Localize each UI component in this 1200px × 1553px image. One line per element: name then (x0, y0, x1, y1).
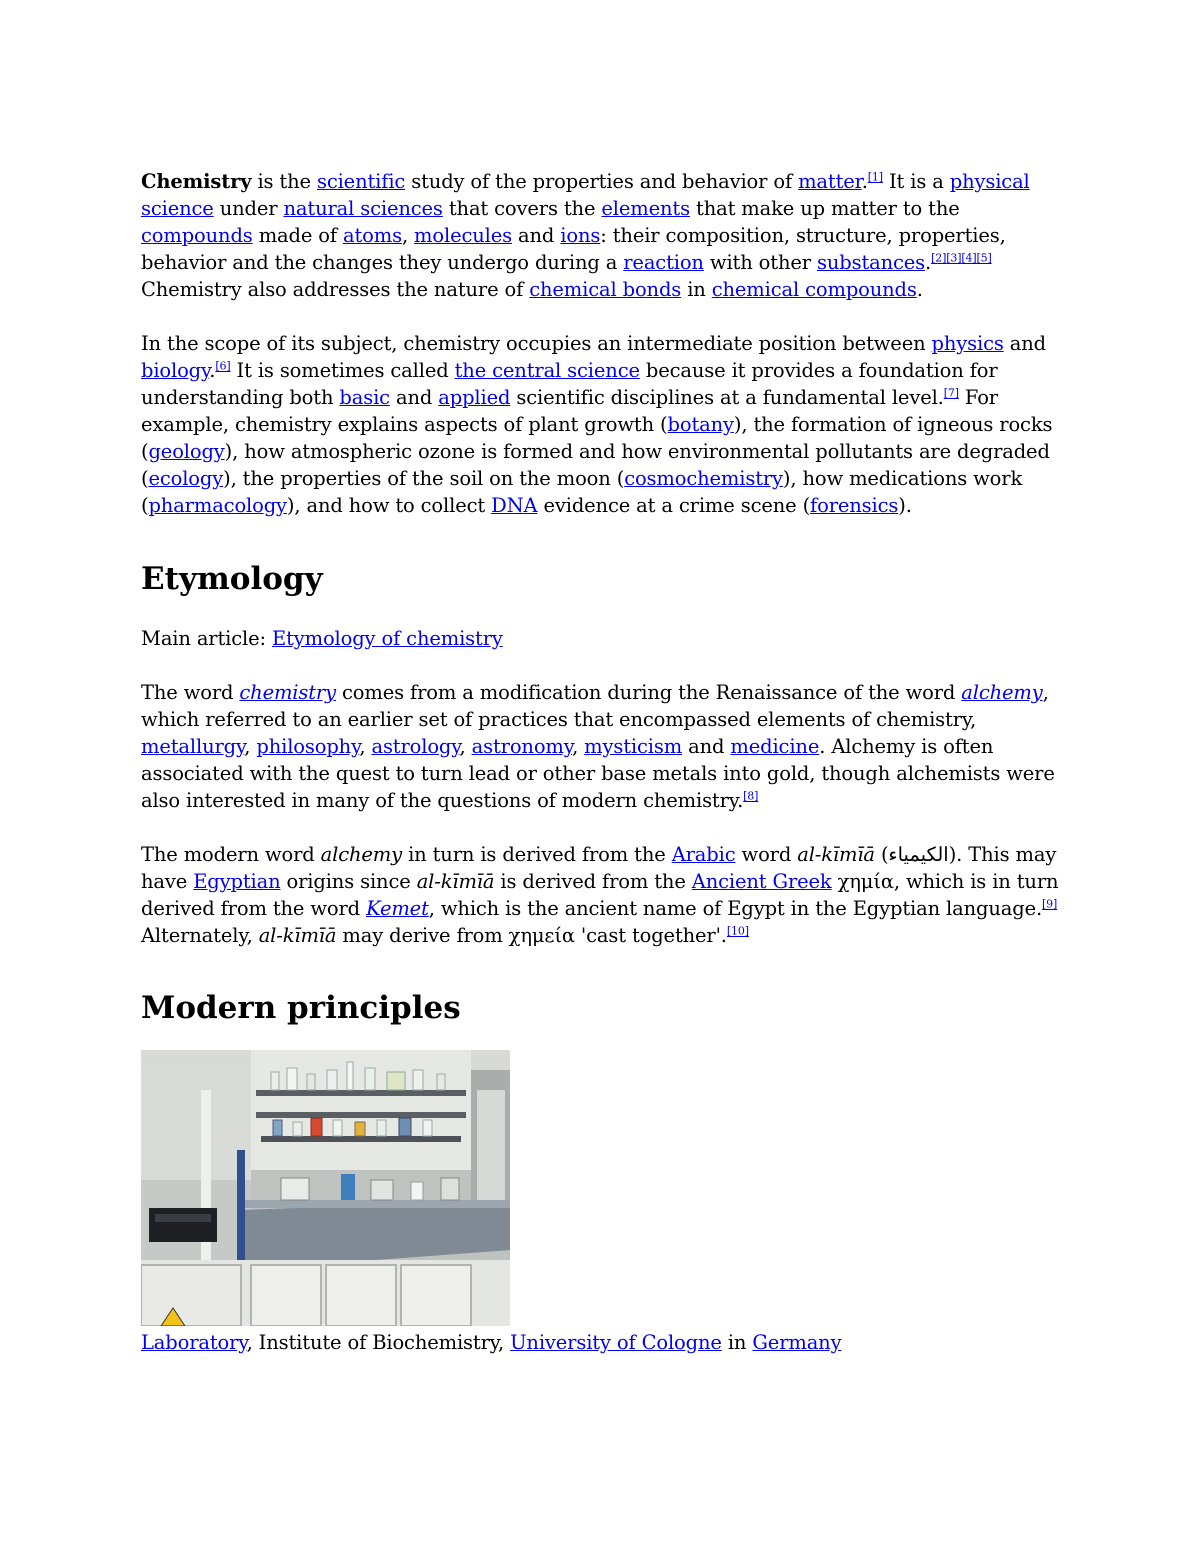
link-university-of-cologne[interactable]: University of Cologne (510, 1331, 722, 1354)
link-forensics[interactable]: forensics (810, 494, 899, 517)
link-alchemy[interactable]: alchemy (961, 681, 1043, 704)
citation-group (931, 252, 992, 265)
link-substances[interactable]: substances (816, 251, 926, 274)
laboratory-photo[interactable] (141, 1050, 510, 1326)
link-egyptian[interactable]: Egyptian (193, 870, 281, 893)
link-elements[interactable]: elements (601, 197, 690, 220)
citation-6[interactable]: [6] (215, 359, 231, 373)
figure-caption: Laboratory, Institute of Biochemistry, University of Cologne in Germany (141, 1331, 842, 1354)
link-etymology-of-chemistry[interactable]: Etymology of chemistry (271, 627, 503, 650)
link-chemical-bonds[interactable]: chemical bonds (529, 278, 682, 301)
link-pharmacology[interactable]: pharmacology (148, 494, 287, 517)
citation-4[interactable]: [4] (961, 251, 977, 265)
link-ancient-greek[interactable]: Ancient Greek (691, 870, 832, 893)
arabic-word: الكيمياء (888, 843, 949, 866)
link-germany[interactable]: Germany (752, 1331, 842, 1354)
citation-3[interactable]: [3] (946, 251, 962, 265)
link-biology[interactable]: biology (141, 359, 210, 382)
citation[interactable] (944, 387, 959, 400)
term-chemistry: Chemistry (141, 170, 252, 193)
link-matter[interactable]: matter (798, 170, 862, 193)
link-central-science[interactable]: the central science (454, 359, 640, 382)
intro-paragraph-2: In the scope of its subject, chemistry occupies an intermediate position between physics and biology.[6] It is sometimes called the central science because it provides a foundation for understanding both basic and applied scientific disciplines at a fundamental level.[7] For example, chemistry explains aspects of plant growth (botany), the formation of igneous rocks (geology), how atmospheric ozone is formed and how environmental pollutants are degraded (ecology), the properties of the soil on the moon (cosmochemistry), how medications work (pharmacology), and how to collect DNA evidence at a crime scene (forensics). (141, 332, 1053, 517)
link-atoms[interactable]: atoms (342, 224, 402, 247)
link-mysticism[interactable]: mysticism (584, 735, 683, 758)
link-astronomy[interactable]: astronomy (471, 735, 573, 758)
etymology-paragraph-1: The word chemistry comes from a modification during the Renaissance of the word alchemy, which referred to an earlier set of practices that encompassed elements of chemistry, metallurgy, philosophy, astrology, astronomy, mysticism and medicine. Alchemy is often associated with the quest to turn lead or other base metals into gold, though alchemists were also interested in many of the questions of modern chemistry.[8] (141, 681, 1055, 812)
citation-1[interactable]: [1] (867, 170, 883, 184)
link-compounds[interactable]: compounds (141, 224, 253, 247)
link-metallurgy[interactable]: metallurgy (141, 735, 245, 758)
link-geology[interactable]: geology (148, 440, 225, 463)
link-medicine[interactable]: medicine (730, 735, 820, 758)
citation[interactable] (215, 360, 230, 373)
citation-5[interactable]: [5] (976, 251, 992, 265)
link-laboratory[interactable]: Laboratory (141, 1331, 247, 1354)
heading-modern-principles: Modern principles (141, 990, 461, 1026)
link-chemistry[interactable]: chemistry (239, 681, 336, 704)
link-molecules[interactable]: molecules (414, 224, 512, 247)
citation-8[interactable]: [8] (743, 789, 759, 803)
citation-7[interactable]: [7] (943, 386, 959, 400)
link-philosophy[interactable]: philosophy (256, 735, 360, 758)
citation[interactable] (727, 925, 749, 938)
link-botany[interactable]: botany (667, 413, 734, 436)
link-kemet[interactable]: Kemet (366, 897, 429, 920)
citation[interactable] (868, 171, 883, 184)
citation-10[interactable]: [10] (726, 924, 749, 938)
link-dna[interactable]: DNA (491, 494, 538, 517)
heading-etymology: Etymology (141, 561, 323, 597)
link-ions[interactable]: ions (560, 224, 601, 247)
citation[interactable] (743, 790, 758, 803)
link-astrology[interactable]: astrology (371, 735, 460, 758)
citation[interactable] (1042, 898, 1057, 911)
link-ecology[interactable]: ecology (148, 467, 224, 490)
article-body (141, 168, 1061, 1356)
link-basic[interactable]: basic (339, 386, 390, 409)
link-cosmochemistry[interactable]: cosmochemistry (624, 467, 783, 490)
link-reaction[interactable]: reaction (623, 251, 704, 274)
citation-9[interactable]: [9] (1042, 897, 1058, 911)
link-physics[interactable]: physics (931, 332, 1004, 355)
link-arabic[interactable]: Arabic (671, 843, 736, 866)
link-natural-sciences[interactable]: natural sciences (283, 197, 443, 220)
etymology-paragraph-2: The modern word alchemy in turn is derived from the Arabic word al-kīmīā (الكيمياء). This may have Egyptian origins since al-kīmīā is derived from the Ancient Greek χημία, which is in turn derived from the word Kemet, which is the ancient name of Egypt in the Egyptian language.[9] Alternately, al-kīmīā may derive from χημεία 'cast together'.[10] (141, 843, 1059, 947)
link-scientific[interactable]: scientific (316, 170, 406, 193)
link-applied[interactable]: applied (438, 386, 511, 409)
intro-paragraph-1: Chemistry is the scientific study of the properties and behavior of matter.[1] It is a physical science under natural sciences that covers the elements that make up matter to the compounds made of atoms, molecules and ions: their composition, structure, properties, behavior and the changes they undergo during a reaction with other substances.[2][3][4][5] Chemistry also addresses the nature of chemical bonds in chemical compounds. (141, 170, 1030, 301)
link-chemical-compounds[interactable]: chemical compounds (711, 278, 917, 301)
citation-2[interactable]: [2] (931, 251, 947, 265)
laboratory-image (141, 1050, 510, 1326)
link-physical-science[interactable]: physical science (141, 170, 1030, 220)
main-article-note: Main article: Etymology of chemistry (141, 627, 503, 650)
